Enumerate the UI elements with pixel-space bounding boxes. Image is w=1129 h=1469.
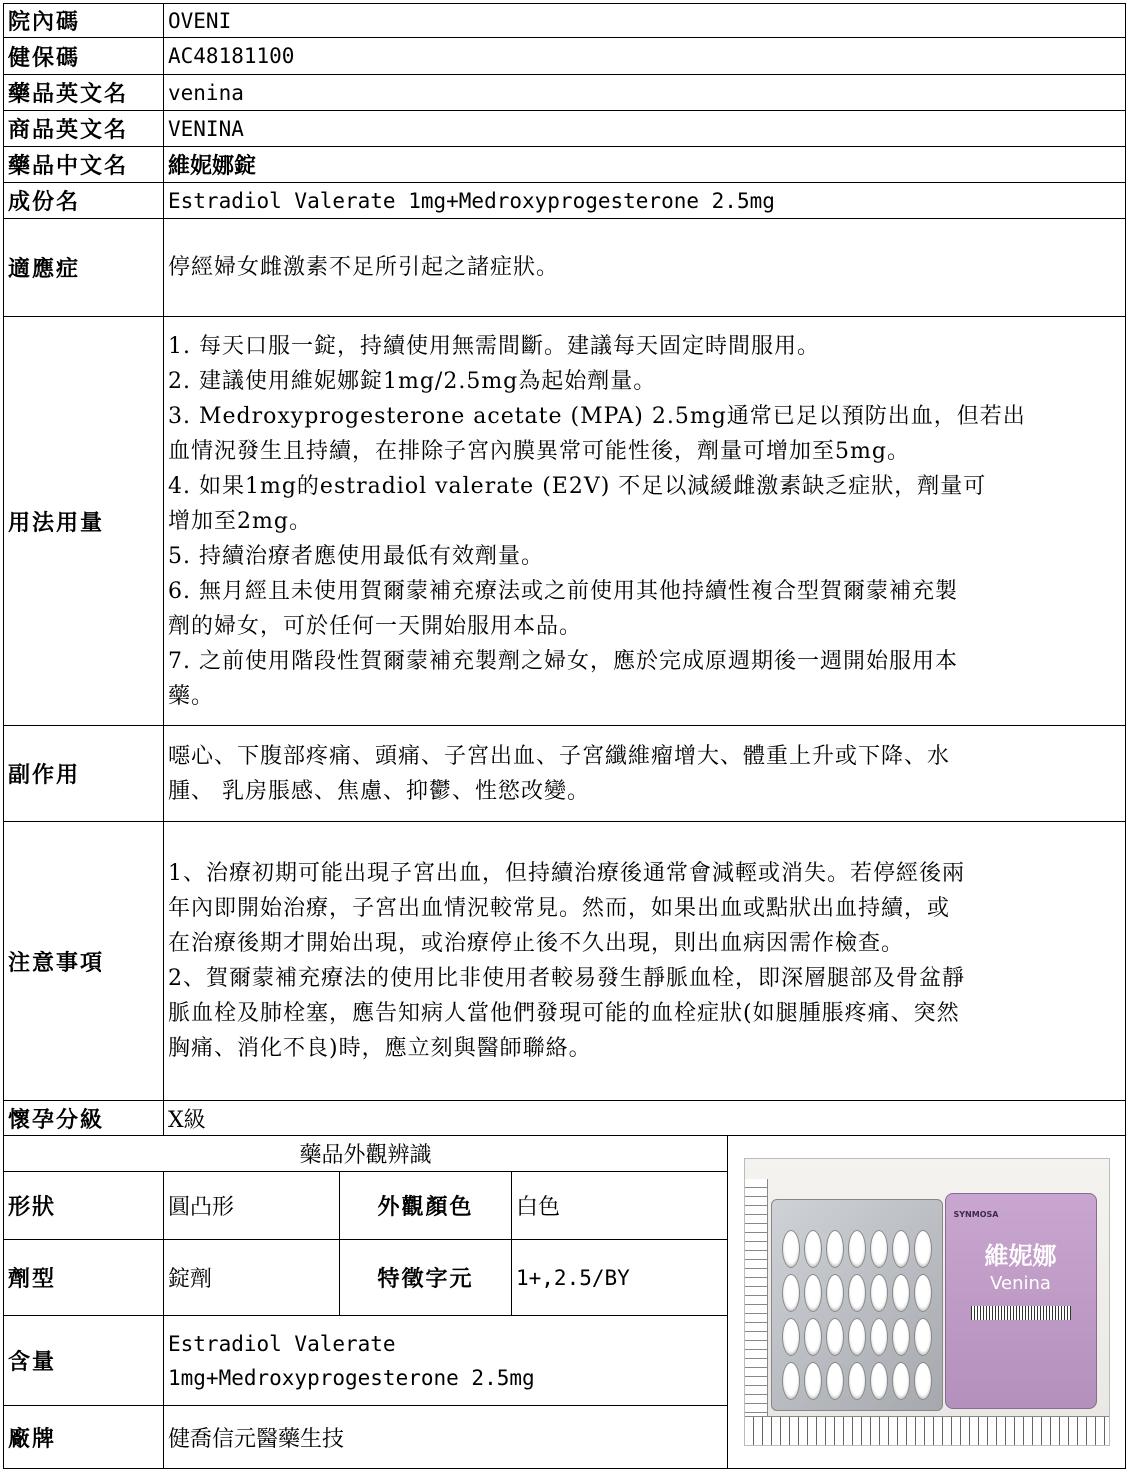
row-insurance-code	[4, 38, 1126, 75]
content-line: 1mg+Medroxyprogesterone 2.5mg	[168, 1365, 535, 1390]
dosage-line: 5. 持續治療者應使用最低有效劑量。	[168, 543, 544, 569]
package-brand-cn: 維妮娜	[984, 1242, 1057, 1270]
row-precautions	[4, 822, 1126, 1101]
value-dosage	[164, 317, 1126, 726]
label-form: 劑型	[4, 1240, 164, 1316]
precautions-line: 1、治療初期可能出現子宮出血，但持續治療後通常會減輕或消失。若停經後兩	[168, 861, 965, 886]
photo-ruler-vertical	[745, 1179, 768, 1417]
label-brand: 廠牌	[4, 1406, 164, 1469]
value-color: 白色	[512, 1172, 728, 1240]
label-precautions: 注意事項	[4, 822, 164, 1101]
dosage-line: 4. 如果1mg的estradiol valerate (E2V) 不足以減緩雌激素缺乏症狀，劑量可	[168, 473, 987, 499]
value-indication: 停經婦女雌激素不足所引起之諸症狀。	[164, 219, 1126, 317]
dosage-line: 2. 建議使用維妮娜錠1mg/2.5mg為起始劑量。	[168, 368, 657, 394]
tablet-grid	[782, 1230, 932, 1400]
value-brand: 健喬信元醫藥生技	[164, 1406, 728, 1469]
dosage-line: 7. 之前使用階段性賀爾蒙補充製劑之婦女，應於完成原週期後一週開始服用本	[168, 648, 958, 674]
label-drug-en-name: 藥品英文名	[4, 75, 164, 111]
label-dosage: 用法用量	[4, 317, 164, 726]
label-color: 外觀顏色	[340, 1172, 512, 1240]
label-pregnancy: 懷孕分級	[4, 1101, 164, 1136]
value-content	[164, 1316, 728, 1406]
row-hospital-code	[4, 4, 1126, 38]
package-logo: SYNMOSA	[953, 1210, 999, 1219]
dosage-line: 增加至2mg。	[168, 508, 312, 534]
precautions-line: 脈血栓及肺栓塞，應告知病人當他們發現可能的血栓症狀(如腿腫脹疼痛、突然	[168, 1001, 960, 1026]
precautions-line: 胸痛、消化不良)時，應立刻與醫師聯絡。	[168, 1036, 592, 1061]
precautions-line: 在治療後期才開始出現，或治療停止後不久出現，則出血病因需作檢查。	[168, 931, 905, 956]
value-pregnancy: X級	[164, 1101, 1126, 1136]
drug-info-sheet	[3, 3, 1126, 1463]
label-imprint: 特徵字元	[340, 1240, 512, 1316]
precautions-line: 年內即開始治療，子宮出血情況較常見。然而，如果出血或點狀出血持續，或	[168, 896, 951, 921]
value-side-effects	[164, 726, 1126, 822]
barcode-icon	[971, 1306, 1071, 1320]
drug-photo-cell	[728, 1136, 1126, 1469]
label-content: 含量	[4, 1316, 164, 1406]
package-brand-en: Venina	[990, 1273, 1051, 1294]
side-effects-line: 腫、 乳房脹感、焦慮、抑鬱、性慾改變。	[168, 778, 590, 804]
drug-info-table	[3, 3, 1126, 1136]
value-form: 錠劑	[164, 1240, 340, 1316]
dosage-line: 藥。	[168, 683, 215, 709]
label-trade-en-name: 商品英文名	[4, 111, 164, 147]
drug-photo	[744, 1158, 1110, 1446]
row-ingredient	[4, 183, 1126, 219]
value-drug-en-name: venina	[164, 75, 1126, 111]
row-indication	[4, 219, 1126, 317]
value-insurance-code: AC48181100	[164, 38, 1126, 75]
dosage-line: 劑的婦女，可於任何一天開始服用本品。	[168, 613, 583, 639]
appearance-table	[3, 1135, 1126, 1469]
blister-pack-image	[771, 1199, 943, 1411]
row-side-effects	[4, 726, 1126, 822]
row-pregnancy	[4, 1101, 1126, 1136]
label-shape: 形狀	[4, 1172, 164, 1240]
dosage-line: 血情況發生且持續，在排除子宮內膜異常可能性後，劑量可增加至5mg。	[168, 438, 910, 464]
content-line: Estradiol Valerate	[168, 1331, 396, 1356]
value-precautions	[164, 822, 1126, 1101]
value-shape: 圓凸形	[164, 1172, 340, 1240]
label-side-effects: 副作用	[4, 726, 164, 822]
precautions-line: 2、賀爾蒙補充療法的使用比非使用者較易發生靜脈血栓，即深層腿部及骨盆靜	[168, 966, 965, 991]
value-imprint: 1+,2.5/BY	[512, 1240, 728, 1316]
photo-ruler-horizontal	[745, 1416, 1109, 1445]
side-effects-line: 噁心、下腹部疼痛、頭痛、子宮出血、子宮纖維瘤增大、體重上升或下降、水	[168, 743, 951, 769]
dosage-line: 1. 每天口服一錠，持續使用無需間斷。建議每天固定時間服用。	[168, 333, 820, 359]
dosage-line: 6. 無月經且未使用賀爾蒙補充療法或之前使用其他持續性複合型賀爾蒙補充製	[168, 578, 958, 604]
package-box-image	[945, 1193, 1097, 1409]
row-trade-en-name	[4, 111, 1126, 147]
label-hospital-code: 院內碼	[4, 4, 164, 38]
appearance-header-row	[4, 1136, 1126, 1172]
appearance-header: 藥品外觀辨識	[4, 1136, 728, 1172]
dosage-line: 3. Medroxyprogesterone acetate (MPA) 2.5mg通常已足以預防出血，但若出	[168, 403, 1026, 429]
label-insurance-code: 健保碼	[4, 38, 164, 75]
value-trade-en-name: VENINA	[164, 111, 1126, 147]
value-drug-cn-name: 維妮娜錠	[164, 147, 1126, 183]
label-drug-cn-name: 藥品中文名	[4, 147, 164, 183]
row-drug-en-name	[4, 75, 1126, 111]
label-ingredient: 成份名	[4, 183, 164, 219]
value-ingredient: Estradiol Valerate 1mg+Medroxyprogesterone 2.5mg	[164, 183, 1126, 219]
label-indication: 適應症	[4, 219, 164, 317]
row-dosage	[4, 317, 1126, 726]
value-hospital-code: OVENI	[164, 4, 1126, 38]
row-drug-cn-name	[4, 147, 1126, 183]
